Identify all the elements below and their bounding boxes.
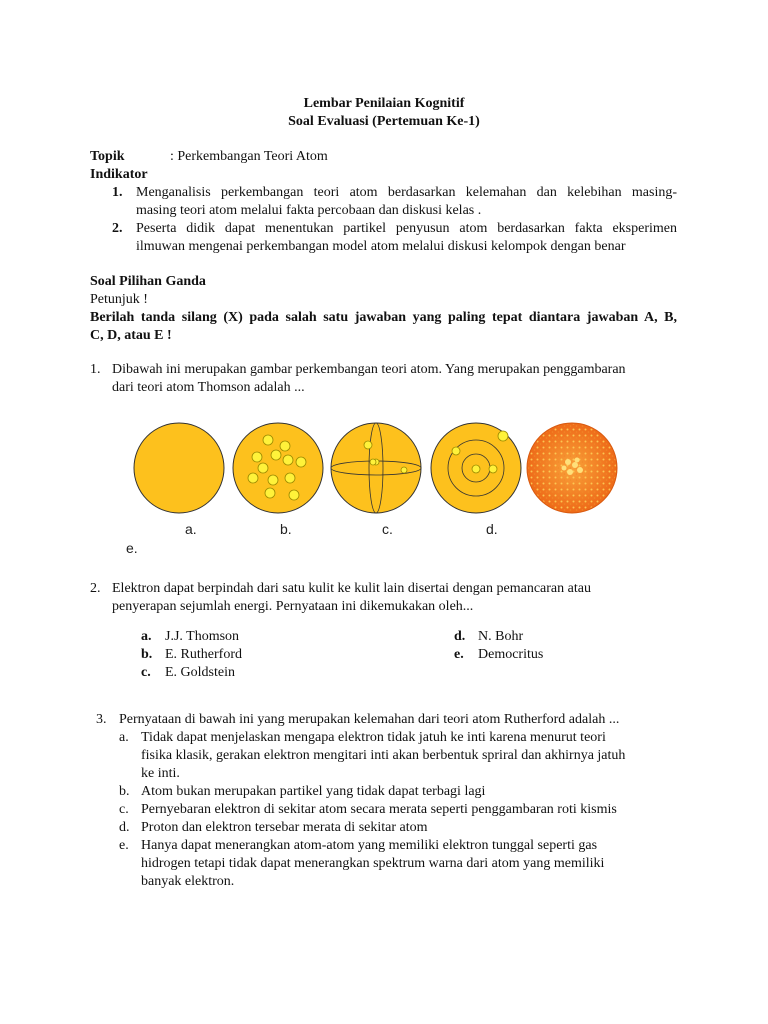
atom-model-a xyxy=(134,423,224,513)
option-letter: d. xyxy=(454,629,466,644)
option-text: N. Bohr xyxy=(478,629,524,644)
figure-label: b. xyxy=(280,521,292,537)
atom-model-d xyxy=(431,423,521,513)
question-text: penyerapan sejumlah energi. Pernyataan ini dikemukakan oleh... xyxy=(112,599,474,614)
figure-label: d. xyxy=(486,521,498,537)
option-text: banyak elektron. xyxy=(141,874,235,889)
indikator-label: Indikator xyxy=(90,167,148,182)
question-text: Pernyataan di bawah ini yang merupakan kelemahan dari teori atom Rutherford adalah ... xyxy=(119,712,620,727)
atom-model-c xyxy=(331,423,421,513)
instruction-text: Berilah tanda silang (X) pada salah satu jawaban yang paling tepat diantara jawaban A, B, xyxy=(90,310,677,325)
indicator-number: 1. xyxy=(112,185,123,200)
option-letter: d. xyxy=(119,820,130,835)
indicator-number: 2. xyxy=(112,221,123,236)
indicator-text: ilmuwan mengenai perkembangan model atom melalui diskusi kelompok dengan benar xyxy=(136,239,626,254)
doc-title: Lembar Penilaian Kognitif xyxy=(303,96,465,111)
question-text: Elektron dapat berpindah dari satu kulit ke kulit lain disertai dengan pemancaran atau xyxy=(112,581,591,596)
option-text: hidrogen tetapi tidak dapat menerangkan spektrum warna dari atom yang memiliki xyxy=(141,856,605,871)
topik-value: : Perkembangan Teori Atom xyxy=(170,149,328,164)
atom-model-e xyxy=(527,423,617,513)
figure-label: a. xyxy=(185,521,197,537)
figure-label: e. xyxy=(126,540,138,556)
option-letter: a. xyxy=(119,730,129,745)
option-text: fisika klasik, gerakan elektron mengitari inti akan berbentuk spriral dan akhirnya jatuh xyxy=(141,748,626,763)
indicator-text: masing teori atom melalui fakta percobaan dan diskusi kelas . xyxy=(136,203,482,218)
question-number: 3. xyxy=(96,712,107,727)
indicator-text: Peserta didik dapat menentukan partikel penyusun atom berdasarkan fakta eksperimen xyxy=(136,221,677,236)
indicator-text: Menganalisis perkembangan teori atom berdasarkan kelemahan dan kelebihan masing- xyxy=(136,185,677,200)
question-number: 1. xyxy=(90,362,101,377)
section-title: Soal Pilihan Ganda xyxy=(90,274,206,289)
petunjuk-label: Petunjuk ! xyxy=(90,292,148,307)
option-letter: b. xyxy=(119,784,130,799)
option-letter: b. xyxy=(141,647,153,662)
atom-model-b xyxy=(233,423,323,513)
option-text: Democritus xyxy=(478,647,544,662)
option-letter: e. xyxy=(454,647,464,662)
option-text: E. Goldstein xyxy=(165,665,235,680)
instruction-text: C, D, atau E ! xyxy=(90,328,172,343)
option-text: ke inti. xyxy=(141,766,180,781)
question-text: Dibawah ini merupakan gambar perkembangan teori atom. Yang merupakan penggambaran xyxy=(112,362,626,377)
option-text: J.J. Thomson xyxy=(165,629,240,644)
doc-subtitle: Soal Evaluasi (Pertemuan Ke-1) xyxy=(288,114,480,129)
option-text: E. Rutherford xyxy=(165,647,242,662)
option-text: Pernyebaran elektron di sekitar atom secara merata seperti penggambaran roti kismis xyxy=(141,802,617,817)
option-letter: c. xyxy=(119,802,129,817)
option-text: Atom bukan merupakan partikel yang tidak dapat terbagi lagi xyxy=(141,784,486,799)
figure-label: c. xyxy=(382,521,393,537)
atom-models-figure xyxy=(110,410,630,560)
question-text: dari teori atom Thomson adalah ... xyxy=(112,380,305,395)
topik-label: Topik xyxy=(90,149,125,164)
option-letter: a. xyxy=(141,629,152,644)
option-text: Tidak dapat menjelaskan mengapa elektron tidak jatuh ke inti karena menurut teori xyxy=(141,730,606,745)
option-text: Hanya dapat menerangkan atom-atom yang memiliki elektron tunggal seperti gas xyxy=(141,838,598,853)
question-number: 2. xyxy=(90,581,101,596)
option-letter: e. xyxy=(119,838,129,853)
option-text: Proton dan elektron tersebar merata di sekitar atom xyxy=(141,820,428,835)
option-letter: c. xyxy=(141,665,151,680)
